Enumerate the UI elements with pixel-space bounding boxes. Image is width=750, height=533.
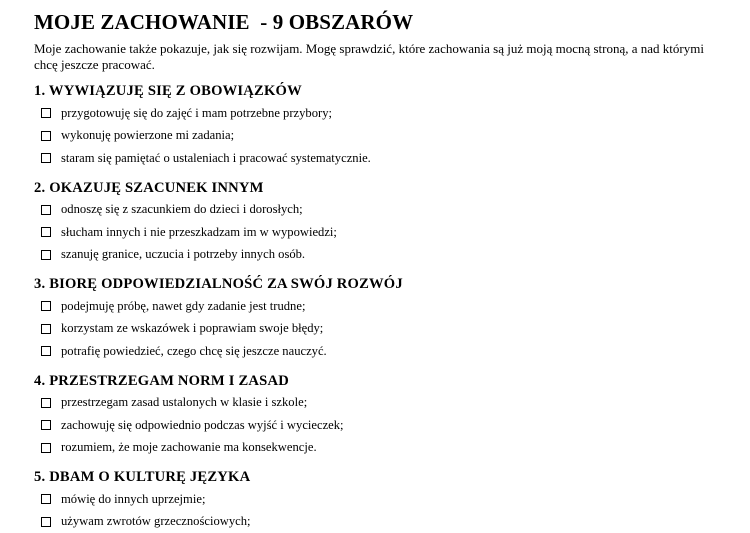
checkbox[interactable] [41, 443, 51, 453]
section-heading: 4. PRZESTRZEGAM NORM I ZASAD [34, 372, 734, 390]
checklist-item [34, 295, 734, 318]
section-5 [34, 468, 734, 533]
checklist-item [34, 511, 734, 533]
checklist-item [34, 414, 734, 437]
checklist-item [34, 125, 734, 148]
section-heading: 1. WYWIĄZUJĘ SIĘ Z OBOWIĄZKÓW [34, 82, 734, 100]
section-4 [34, 372, 734, 460]
checklist-item [34, 392, 734, 415]
checkbox[interactable] [41, 517, 51, 527]
checklist-item [34, 147, 734, 170]
checklist-item-text: wykonuję powierzone mi zadania; [61, 128, 234, 143]
checkbox[interactable] [41, 420, 51, 430]
checklist-item-text: odnoszę się z szacunkiem do dzieci i dorosłych; [61, 202, 303, 217]
checkbox[interactable] [41, 227, 51, 237]
checklist-item-text: przygotowuję się do zajęć i mam potrzebne przybory; [61, 106, 332, 121]
checkbox[interactable] [41, 205, 51, 215]
checklist-item [34, 221, 734, 244]
document-title: MOJE ZACHOWANIE - 9 OBSZARÓW [34, 10, 734, 34]
document-page [34, 10, 734, 533]
checklist-item-text: zachowuję się odpowiednio podczas wyjść i wycieczek; [61, 418, 344, 433]
checklist-item [34, 102, 734, 125]
checklist-item-text: słucham innych i nie przeszkadzam im w wypowiedzi; [61, 225, 337, 240]
checkbox[interactable] [41, 398, 51, 408]
section-heading: 5. DBAM O KULTURĘ JĘZYKA [34, 468, 734, 486]
checklist-item-text: potrafię powiedzieć, czego chcę się jeszcze nauczyć. [61, 344, 327, 359]
checklist-item-text: podejmuję próbę, nawet gdy zadanie jest trudne; [61, 299, 305, 314]
checklist-item-text: korzystam ze wskazówek i poprawiam swoje błędy; [61, 321, 323, 336]
section-2 [34, 179, 734, 267]
checklist-item [34, 488, 734, 511]
checkbox[interactable] [41, 153, 51, 163]
section-1 [34, 82, 734, 170]
checkbox[interactable] [41, 301, 51, 311]
checklist-item [34, 318, 734, 341]
checklist-item-text: szanuję granice, uczucia i potrzeby innych osób. [61, 247, 305, 262]
section-heading: 2. OKAZUJĘ SZACUNEK INNYM [34, 179, 734, 197]
checkbox[interactable] [41, 131, 51, 141]
checkbox[interactable] [41, 346, 51, 356]
section-3 [34, 275, 734, 363]
checklist-item [34, 199, 734, 222]
checkbox[interactable] [41, 494, 51, 504]
checklist-item [34, 340, 734, 363]
checkbox[interactable] [41, 324, 51, 334]
document-intro: Moje zachowanie także pokazuje, jak się rozwijam. Mogę sprawdzić, które zachowania są już moją mocną stroną, a nad którymi chcę jeszcze pracować. [34, 41, 714, 73]
checklist-item-text: staram się pamiętać o ustaleniach i pracować systematycznie. [61, 151, 371, 166]
checkbox[interactable] [41, 108, 51, 118]
section-heading: 3. BIORĘ ODPOWIEDZIALNOŚĆ ZA SWÓJ ROZWÓJ [34, 275, 734, 293]
checklist-item-text: rozumiem, że moje zachowanie ma konsekwencje. [61, 440, 317, 455]
checklist-item-text: mówię do innych uprzejmie; [61, 492, 205, 507]
checklist-item-text: używam zwrotów grzecznościowych; [61, 514, 251, 529]
checklist-item [34, 244, 734, 267]
checkbox[interactable] [41, 250, 51, 260]
checklist-item [34, 437, 734, 460]
checklist-item-text: przestrzegam zasad ustalonych w klasie i szkole; [61, 395, 307, 410]
